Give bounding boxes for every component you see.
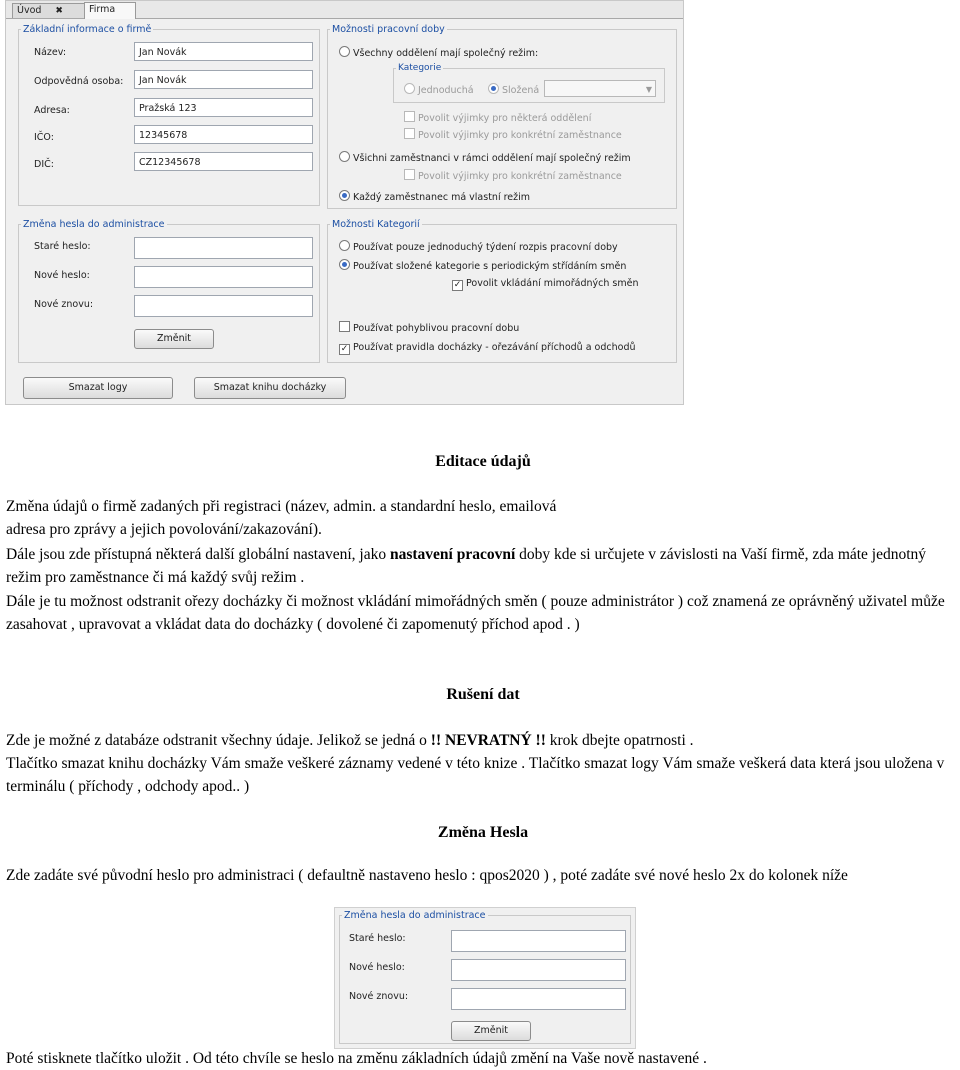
company-info-legend: Základní informace o firmě [23,24,152,35]
radio-complex-periodic[interactable] [339,259,350,270]
check-department-label: Povolit výjimky pro některá oddělení [418,113,592,124]
radio-simple-weekly[interactable] [339,240,350,251]
check-extra-shifts-label: Povolit vkládání mimořádných směn [466,278,639,289]
paragraph-attendance-cuts: Dále je tu možnost odstranit ořezy docházky či možnost vkládání mimořádných směn ( pouze administrátor ) což znamená ze oprávněný uživatel může zasahovat , upravovat a vkládat data do docházky ( dovolené či zapomenutý příchod apod . ) [6,593,945,633]
check-employee2-label: Povolit výjimky pro konkrétní zaměstnance [418,171,622,182]
checkbox-employee[interactable] [404,128,415,139]
category-legend: Kategorie [398,63,442,73]
responsible-person-field[interactable]: Jan Novák [134,70,313,89]
old-password-field-2[interactable] [451,930,626,952]
check-flexible-label: Používat pohyblivou pracovní dobu [353,323,520,334]
repeat-password-field[interactable] [134,295,313,317]
category-select[interactable] [544,80,656,97]
radio-each-own[interactable] [339,190,350,201]
p4-text-a: Zde je možné z databáze odstranit všechny údaje. Jelikož se jedná o [6,732,431,749]
name-field[interactable]: Jan Novák [134,42,313,61]
radio-dept-same[interactable] [339,151,350,162]
new-password-label-2: Nové heslo: [349,962,405,973]
dic-label: DIČ: [34,159,54,170]
heading-edit-data: Editace údajů [435,453,531,470]
chevron-down-icon: ▼ [645,85,652,94]
check-attendance-rules[interactable] [339,342,636,355]
check-extra-shifts[interactable] [452,278,638,291]
password-screenshot [334,907,636,1049]
tab-uvod-label: Úvod [17,5,42,16]
check-department-exceptions[interactable] [404,111,591,124]
p1-line1: Změna údajů o firmě zadaných při registraci (název, admin. a standardní heslo, emailová [6,498,557,515]
change-password-button-2[interactable]: Změnit [451,1021,531,1041]
change-password-button[interactable]: Změnit [134,329,214,349]
checkbox-employee-2[interactable] [404,169,415,180]
old-password-label-2: Staré heslo: [349,933,406,944]
repeat-password-field-2[interactable] [451,988,626,1010]
old-password-field[interactable] [134,237,313,259]
tab-firma[interactable] [84,2,136,19]
p2-bold: nastavení pracovní [389,546,516,563]
radio-complex[interactable] [488,83,499,94]
ico-label: IČO: [34,132,54,143]
option-complex-label: Složená [502,85,540,96]
old-password-label: Staré heslo: [34,241,91,252]
new-password-field-2[interactable] [451,959,626,981]
repeat-password-label: Nové znovu: [34,299,94,310]
option-dept-same-label: Všichni zaměstnanci v rámci oddělení mají společný režim [353,153,631,164]
ico-field[interactable]: 12345678 [134,125,313,144]
check-employee-exceptions[interactable] [404,128,622,141]
option-complex-periodic-label: Používat složené kategorie s periodickým střídáním směn [353,261,627,272]
close-icon[interactable]: ✖ [55,6,63,16]
name-label: Název: [34,47,67,58]
p4-text-b: krok dbejte opatrnosti . [545,732,694,749]
option-complex[interactable] [488,83,539,96]
address-field[interactable]: Pražská 123 [134,98,313,117]
paragraph-change-password: Zde zadáte své původní heslo pro administraci ( defaultně nastaveno heslo : qpos2020 ) , poté zadáte své nové heslo 2x do kolonek níže [6,867,848,884]
p2-text-b: doby kde si určujete v závislosti na Vaší firmě, zda máte jednotný režim pro zaměstnance či má každý svůj režim . [6,546,927,586]
password-legend: Změna hesla do administrace [23,219,165,230]
category-options-legend: Možnosti Kategorií [332,219,420,230]
heading-change-password: Změna Hesla [437,824,529,841]
option-simple[interactable] [404,83,474,96]
delete-attendance-book-button[interactable]: Smazat knihu docházky [194,377,346,399]
option-all-same[interactable] [339,46,538,59]
checkbox-extra-shifts[interactable]: ✓ [453,280,462,290]
paragraph-delete-warning [6,729,960,752]
option-simple-weekly-label: Používat pouze jednoduchý týdení rozpis pracovní doby [353,242,618,253]
tab-firma-label: Firma [89,4,116,15]
option-each-own-label: Každý zaměstnanec má vlastní režim [353,192,531,203]
check-rules-label: Používat pravidla docházky - ořezávání příchodů a odchodů [353,342,636,353]
heading-delete-data: Rušení dat [446,686,520,703]
responsible-person-label: Odpovědná osoba: [34,76,124,87]
check-employee-label: Povolit výjimky pro konkrétní zaměstnance [418,130,622,141]
option-complex-periodic[interactable] [339,259,626,272]
tab-uvod[interactable] [12,3,88,18]
paragraph-edit-data [6,495,960,541]
new-password-label: Nové heslo: [34,270,90,281]
option-each-own[interactable] [339,190,530,203]
paragraph-final-note: Poté stisknete tlačítko uložit . Od této chvíle se heslo na změnu základních údajů změní na Vaše nově nastavené . [6,1050,707,1067]
p2-text-a: Dále jsou zde přístupná některá další globální nastavení, jako [6,546,390,563]
check-flexible-time[interactable] [339,321,519,334]
option-simple-weekly[interactable] [339,240,618,253]
repeat-password-label-2: Nové znovu: [349,991,409,1002]
delete-logs-button[interactable]: Smazat logy [23,377,173,399]
checkbox-flexible-time[interactable] [339,321,350,332]
paragraph-global-settings [6,543,960,589]
check-employee-exceptions-2[interactable] [404,169,622,182]
address-label: Adresa: [34,105,70,116]
password-legend-2: Změna hesla do administrace [344,910,486,921]
checkbox-attendance-rules[interactable]: ✓ [340,344,349,354]
option-all-same-label: Všechny oddělení mají společný režim: [353,48,539,59]
radio-simple[interactable] [404,83,415,94]
radio-all-same[interactable] [339,46,350,57]
work-time-legend: Možnosti pracovní doby [332,24,445,35]
tab-bar [6,1,683,19]
dic-field[interactable]: CZ12345678 [134,152,313,171]
option-dept-same[interactable] [339,151,631,164]
p4-bold: !! NEVRATNÝ !! [430,732,546,749]
checkbox-department[interactable] [404,111,415,122]
new-password-field[interactable] [134,266,313,288]
settings-screenshot [5,0,684,405]
paragraph-delete-buttons: Tlačítko smazat knihu docházky Vám smaže veškeré záznamy vedené v této knize . Tlačítko smazat logy Vám smaže veškerá data která jsou uložena v terminálu ( příchody , odchody apod.. ) [6,755,945,795]
p1-line2: adresa pro zprávy a jejich povolování/zakazování). [6,521,322,538]
option-simple-label: Jednoduchá [418,85,474,96]
